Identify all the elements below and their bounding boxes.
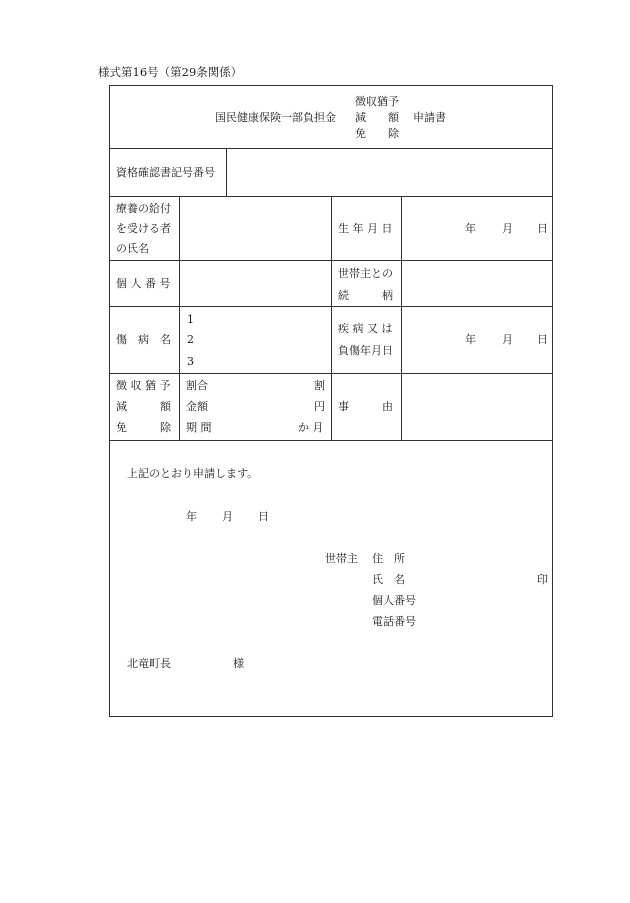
- birth-month-unit: 月: [502, 222, 513, 235]
- personal-number-label: 個 人 番 号: [116, 277, 171, 290]
- illness-label: 傷 病 名: [116, 333, 171, 346]
- reduction-period-unit: か 月: [298, 421, 324, 434]
- application-day-unit: 日: [258, 510, 269, 523]
- illness-day-unit: 日: [537, 333, 548, 346]
- title-option-postpone: 徴収猶予: [355, 95, 399, 108]
- divider: [226, 148, 227, 196]
- birth-day-unit: 日: [537, 222, 548, 235]
- application-month-unit: 月: [222, 510, 233, 523]
- application-year-unit: 年: [186, 510, 197, 523]
- divider: [401, 196, 402, 440]
- reduction-rate-label: 割合: [186, 379, 208, 392]
- recipient-name-label-line: 療養の給付: [116, 202, 171, 215]
- illness-year-unit: 年: [465, 333, 476, 346]
- form-number: 様式第16号（第29条関係）: [98, 65, 243, 79]
- reduction-rate-unit: 割: [314, 379, 325, 392]
- addressee-name: 北竜町長: [127, 657, 171, 670]
- illness-date-label-line: 疾 病 又 は: [338, 322, 393, 335]
- phone-number-label: 電話番号: [372, 615, 416, 628]
- applicant-personal-number-label: 個人番号: [372, 594, 416, 607]
- illness-item-number: 2: [187, 333, 194, 346]
- divider: [179, 196, 180, 440]
- divider: [109, 148, 553, 149]
- illness-month-unit: 月: [502, 333, 513, 346]
- declaration-text: 上記のとおり申請します。: [127, 467, 259, 480]
- relation-label-line: 続 柄: [338, 289, 393, 302]
- recipient-name-label-line: を受ける者: [116, 222, 171, 235]
- household-head-label: 世帯主: [325, 552, 358, 565]
- divider: [331, 196, 332, 440]
- seal-mark: 印: [537, 573, 548, 586]
- reduction-amount-unit: 円: [314, 400, 325, 413]
- reason-label: 事 由: [338, 400, 393, 413]
- title-option-exempt: 免 除: [355, 127, 399, 140]
- recipient-name-label-line: の氏名: [116, 242, 149, 255]
- illness-item-number: 3: [187, 355, 194, 368]
- reduction-label-line: 減 額: [116, 400, 171, 413]
- reduction-period-label: 期 間: [186, 421, 212, 434]
- addressee-honorific: 様: [233, 657, 244, 670]
- illness-item-number: 1: [187, 313, 194, 326]
- title-suffix: 申請書: [413, 111, 446, 124]
- relation-label-line: 世帯主との: [338, 267, 393, 280]
- name-label: 氏 名: [372, 573, 405, 586]
- title-option-reduce: 減 額: [355, 111, 399, 124]
- qualification-label: 資格確認書記号番号: [116, 166, 215, 179]
- divider: [109, 440, 553, 441]
- title-prefix: 国民健康保険一部負担金: [215, 111, 336, 124]
- reduction-label-line: 免 除: [116, 421, 171, 434]
- address-label: 住 所: [372, 552, 405, 565]
- reduction-amount-label: 金額: [186, 400, 208, 413]
- birth-year-unit: 年: [465, 222, 476, 235]
- illness-date-label-line: 負傷年月日: [338, 344, 393, 357]
- birth-date-label: 生 年 月 日: [338, 222, 393, 235]
- reduction-label-line: 徴 収 猶 予: [116, 379, 171, 392]
